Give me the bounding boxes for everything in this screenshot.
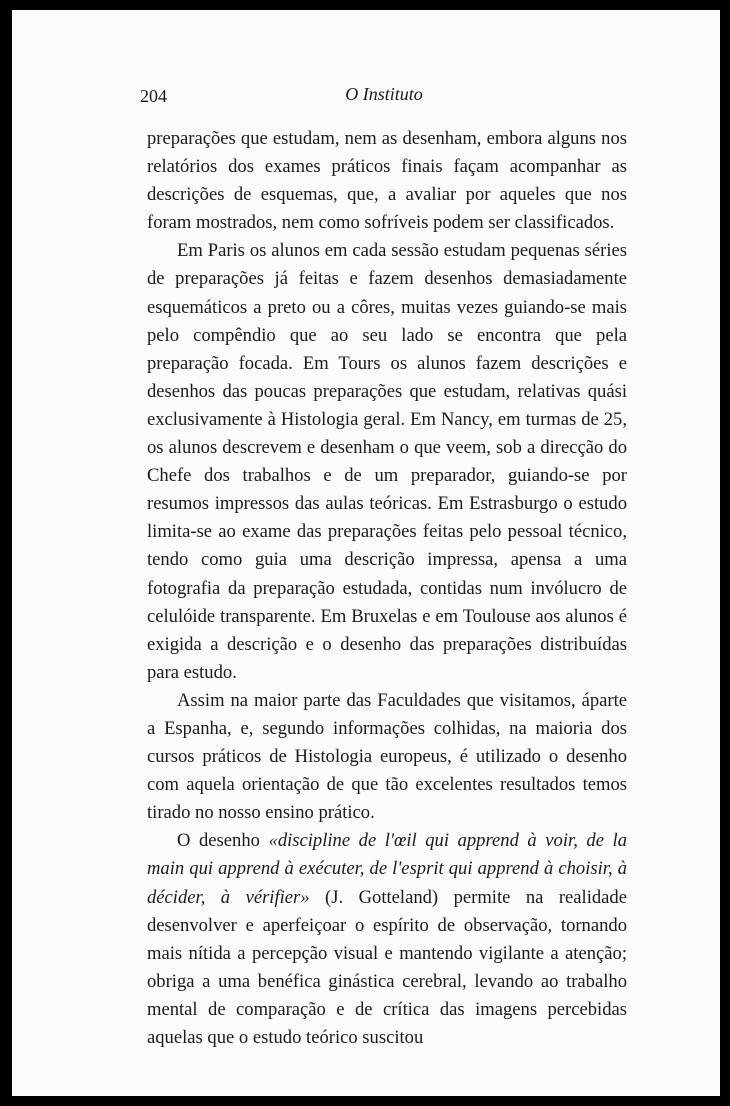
page-header — [140, 76, 628, 106]
paragraph — [147, 687, 627, 827]
paragraph — [147, 237, 627, 687]
italic-quote: «discipline de l'œil qui apprend à voir, de la main qui apprend à exécuter, de l'esprit qui apprend à choisir, à décider, à vérifier» — [147, 830, 627, 908]
running-title: O Instituto — [345, 84, 423, 104]
body-text — [147, 125, 627, 1052]
paragraph-text: O desenho — [177, 830, 269, 852]
paragraph-text: (J. Gotteland) permite na realidade desenvolver e aperfeiçoar o espírito de observação, tornando mais nítida a percepção visual e mantendo vigilante a atenção; obriga a uma benéfica ginástica cerebral, levando ao trabalho mental de comparação e de crítica das imagens percebidas aquelas que o estudo teórico suscitou — [147, 886, 627, 1048]
paragraph-text: Assim na maior parte das Faculdades que visitamos, áparte a Espanha, e, segundo informações colhidas, na maioria dos cursos práticos de Histologia europeus, é utilizado o desenho com aquela orientação de que tão excelentes resultados temos tirado no nosso ensino prático. — [147, 689, 627, 824]
paragraph — [147, 827, 627, 1052]
book-page — [12, 10, 720, 1096]
paragraph-text: preparações que estudam, nem as desenham, embora alguns nos relatórios dos exames práticos finais façam acompanhar as descrições de esquemas, que, a avaliar por aqueles que nos foram mostrados, nem como sofríveis podem ser classificados. — [147, 128, 627, 234]
paragraph — [147, 125, 627, 237]
page-number: 204 — [140, 86, 167, 106]
paragraph-text: Em Paris os alunos em cada sessão estudam pequenas séries de preparações já feitas e fazem desenhos demasiadamente esquemáticos a preto ou a côres, muitas vezes guiando-se mais pelo compêndio que ao seu lado se encontra que pela preparação focada. Em Tours os alunos fazem descrições e desenhos das poucas preparações que estudam, relativas quási exclusivamente à Histologia geral. Em Nancy, em turmas de 25, os alunos descrevem e desenham o que veem, sob a direcção do Chefe dos trabalhos e de um preparador, guiando-se por resumos impressos das aulas teóricas. Em Estrasburgo o estudo limita-se ao exame das preparações feitas pelo pessoal técnico, tendo como guia uma descrição impressa, apensa a uma fotografia da preparação estudada, contidas num invólucro de celulóide transparente. Em Bruxelas e em Toulouse aos alunos é exigida a descrição e o desenho das preparações distribuídas para estudo. — [147, 240, 627, 683]
